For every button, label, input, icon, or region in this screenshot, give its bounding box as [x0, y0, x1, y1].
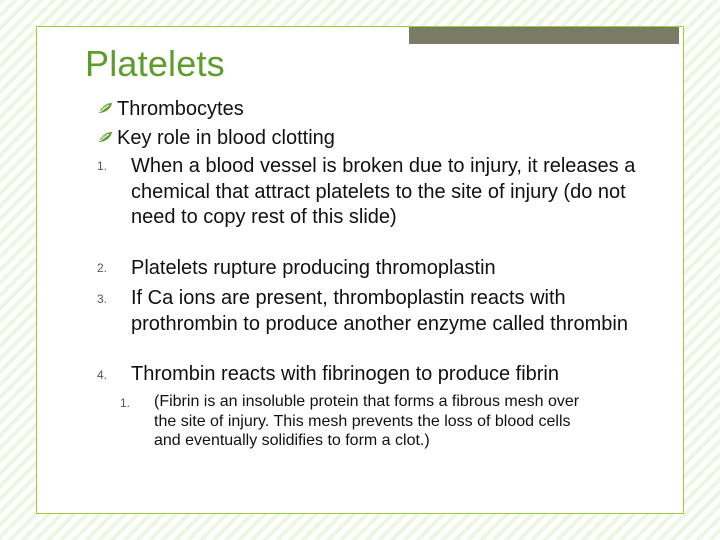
sub-list-number: 1. — [120, 396, 131, 410]
bullet-text: Thrombocytes — [117, 98, 244, 120]
list-item-3: If Ca ions are present, thromboplastin reacts with prothrombin to produce another enzyme called thrombin — [131, 287, 628, 335]
header-tab — [409, 27, 679, 44]
list-number: 4. — [97, 368, 108, 382]
bullet-text: Key role in blood clotting — [117, 127, 335, 149]
list-number: 2. — [97, 261, 108, 275]
list-number: 3. — [97, 292, 108, 306]
bullet-key-role — [98, 125, 335, 151]
slide-title: Platelets — [85, 43, 225, 84]
bullet-thrombocytes — [98, 96, 244, 122]
leaf-bullet-icon — [98, 102, 113, 114]
leaf-bullet-icon — [98, 131, 113, 143]
sub-list-item-1: (Fibrin is an insoluble protein that forms a fibrous mesh over the site of injury. This mesh prevents the loss of blood cells and eventually solidifies to form a clot.) — [154, 393, 580, 449]
list-item-2: Platelets rupture producing thromoplastin — [131, 257, 496, 279]
list-item-1: When a blood vessel is broken due to injury, it releases a chemical that attract platelets to the site of injury (do not need to copy rest of this slide) — [131, 155, 636, 228]
list-item-4: Thrombin reacts with fibrinogen to produce fibrin — [131, 363, 559, 385]
list-number: 1. — [97, 159, 108, 173]
